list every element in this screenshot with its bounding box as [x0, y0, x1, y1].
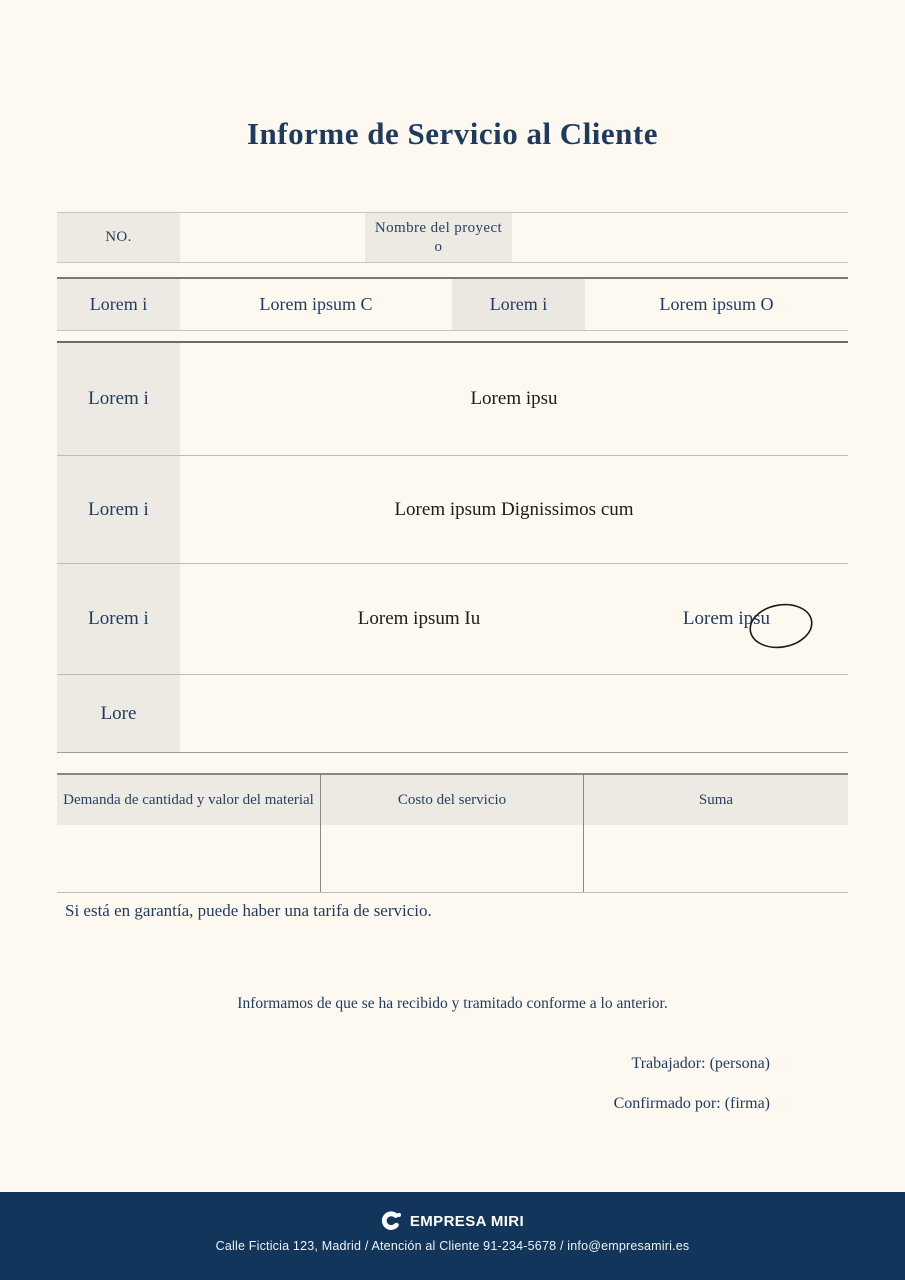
- cost-table-column: [320, 775, 583, 892]
- info-label-cell: Lorem i: [57, 279, 180, 330]
- company-logo-icon: [381, 1210, 403, 1232]
- row-content-right: Lorem ipsu: [682, 608, 770, 629]
- column-header: Suma: [584, 775, 848, 825]
- table-row: [57, 343, 848, 455]
- main-table: [57, 341, 848, 753]
- table-row: [57, 563, 848, 674]
- info-label-cell: Lorem i: [452, 279, 585, 330]
- row-label: Lorem i: [57, 564, 180, 674]
- project-name-label-cell: Nombre del proyecto: [365, 213, 512, 262]
- header-row: [57, 212, 848, 263]
- column-header: Costo del servicio: [321, 775, 583, 825]
- cost-table-column: [57, 775, 320, 892]
- table-row: [57, 674, 848, 752]
- footer: [0, 1192, 905, 1280]
- info-value-cell: Lorem ipsum C: [259, 294, 373, 314]
- table-row: [57, 455, 848, 563]
- cost-table: [57, 773, 848, 893]
- column-header: Demanda de cantidad y valor del material: [57, 775, 320, 825]
- confirmation-note: Informamos de que se ha recibido y tramitado conforme a lo anterior.: [237, 995, 668, 1012]
- page-title: Informe de Servicio al Cliente: [246, 116, 659, 151]
- warranty-note: Si está en garantía, puede haber una tarifa de servicio.: [65, 901, 432, 920]
- row-content: Lorem ipsum Dignissimos cum: [394, 498, 634, 520]
- info-value-cell: Lorem ipsum O: [659, 294, 774, 314]
- column-cell-empty: [57, 825, 320, 892]
- row-label: Lorem i: [57, 343, 180, 455]
- company-name: EMPRESA MIRI: [409, 1212, 525, 1230]
- row-content: Lorem ipsu: [470, 388, 558, 409]
- column-cell-empty: [321, 825, 583, 892]
- brand-row: [0, 1192, 905, 1232]
- row-label: Lorem i: [57, 456, 180, 563]
- worker-signature-line: Trabajador: (persona): [631, 1055, 770, 1072]
- row-content-center: Lorem ipsum Iu: [357, 608, 481, 629]
- row-content: [180, 675, 848, 752]
- info-row: [57, 277, 848, 331]
- cost-table-column: [583, 775, 848, 892]
- row-content: [180, 564, 848, 674]
- confirmed-by-signature-line: Confirmado por: (firma): [613, 1095, 770, 1112]
- column-cell-empty: [584, 825, 848, 892]
- footer-address: Calle Ficticia 123, Madrid / Atención al Cliente 91-234-5678 / info@empresamiri.es: [215, 1239, 690, 1253]
- row-label: Lore: [57, 675, 180, 752]
- no-label-cell: NO.: [57, 213, 180, 262]
